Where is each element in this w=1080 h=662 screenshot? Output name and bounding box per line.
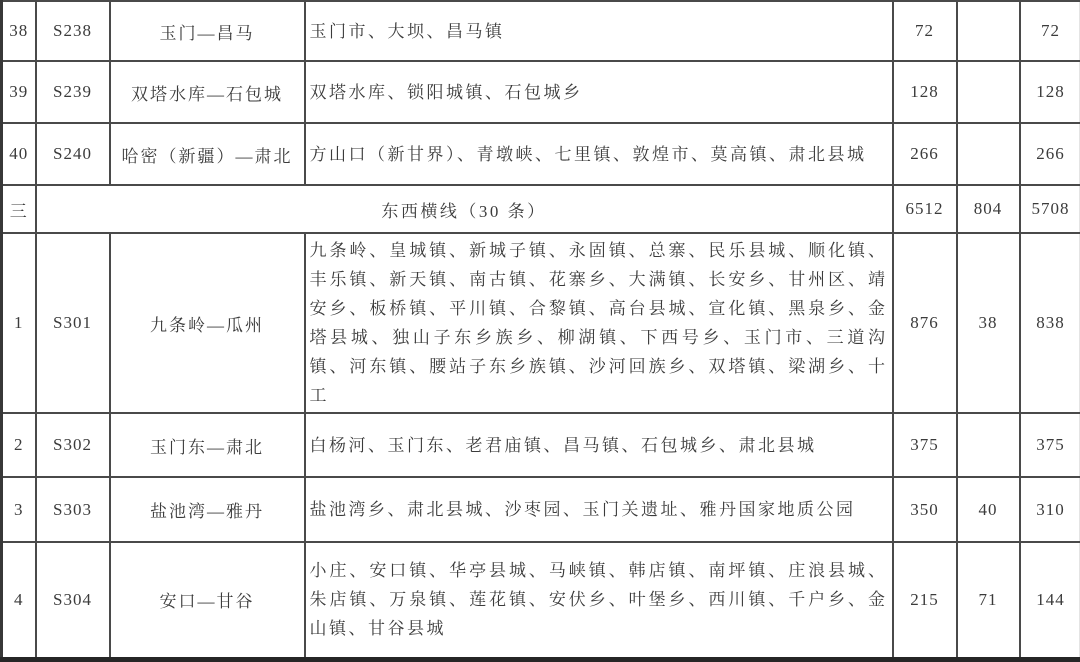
- net-km-cell: 5708: [1020, 185, 1080, 233]
- overlap-km-cell: 71: [957, 542, 1020, 659]
- route-table-row: [2, 61, 1080, 123]
- net-km-cell: 266: [1020, 123, 1080, 185]
- route-table-row: [2, 477, 1080, 542]
- overlap-km-cell: 804: [957, 185, 1020, 233]
- route-name-cell: 双塔水库—石包城: [110, 61, 305, 123]
- route-table-row: [2, 413, 1080, 477]
- route-code-cell: S302: [36, 413, 110, 477]
- sequence-number-cell: 40: [2, 123, 36, 185]
- route-description-cell: 小庄、安口镇、华亭县城、马峡镇、韩店镇、南坪镇、庄浪县城、朱店镇、万泉镇、莲花镇、安伏乡、叶堡乡、西川镇、千户乡、金山镇、甘谷县城: [305, 542, 893, 659]
- total-km-cell: 72: [893, 1, 957, 61]
- route-name-cell: 玉门—昌马: [110, 1, 305, 61]
- net-km-cell: 310: [1020, 477, 1080, 542]
- net-km-cell: 144: [1020, 542, 1080, 659]
- section-number-cell: 三: [2, 185, 36, 233]
- route-name-cell: 玉门东—肃北: [110, 413, 305, 477]
- section-header-row: [2, 185, 1080, 233]
- route-table-row: [2, 1, 1080, 61]
- overlap-km-cell: [957, 413, 1020, 477]
- total-km-cell: 6512: [893, 185, 957, 233]
- overlap-km-cell: 38: [957, 233, 1020, 413]
- sequence-number-cell: 1: [2, 233, 36, 413]
- overlap-km-cell: [957, 1, 1020, 61]
- total-km-cell: 128: [893, 61, 957, 123]
- route-code-cell: S303: [36, 477, 110, 542]
- overlap-km-cell: 40: [957, 477, 1020, 542]
- route-description-cell: 玉门市、大坝、昌马镇: [305, 1, 893, 61]
- route-description-cell: 盐池湾乡、肃北县城、沙枣园、玉门关遗址、雅丹国家地质公园: [305, 477, 893, 542]
- route-table-row: [2, 542, 1080, 659]
- total-km-cell: 876: [893, 233, 957, 413]
- sequence-number-cell: 3: [2, 477, 36, 542]
- sequence-number-cell: 39: [2, 61, 36, 123]
- route-code-cell: S301: [36, 233, 110, 413]
- total-km-cell: 266: [893, 123, 957, 185]
- route-code-cell: S240: [36, 123, 110, 185]
- route-code-cell: S239: [36, 61, 110, 123]
- sequence-number-cell: 38: [2, 1, 36, 61]
- route-name-cell: 哈密（新疆）—肃北: [110, 123, 305, 185]
- total-km-cell: 215: [893, 542, 957, 659]
- total-km-cell: 375: [893, 413, 957, 477]
- route-name-cell: 盐池湾—雅丹: [110, 477, 305, 542]
- net-km-cell: 375: [1020, 413, 1080, 477]
- sequence-number-cell: 2: [2, 413, 36, 477]
- total-km-cell: 350: [893, 477, 957, 542]
- route-name-cell: 安口—甘谷: [110, 542, 305, 659]
- route-code-cell: S238: [36, 1, 110, 61]
- route-description-cell: 方山口（新甘界）、青墩峡、七里镇、敦煌市、莫高镇、肃北县城: [305, 123, 893, 185]
- overlap-km-cell: [957, 61, 1020, 123]
- sequence-number-cell: 4: [2, 542, 36, 659]
- net-km-cell: 838: [1020, 233, 1080, 413]
- section-title-cell: 东西横线（30 条）: [36, 185, 893, 233]
- route-description-cell: 九条岭、皇城镇、新城子镇、永固镇、总寨、民乐县城、顺化镇、丰乐镇、新天镇、南古镇、花寨乡、大满镇、长安乡、甘州区、靖安乡、板桥镇、平川镇、合黎镇、高台县城、宣化镇、黑泉乡、金塔县城、独山子东乡族乡、柳湖镇、下西号乡、玉门市、三道沟镇、河东镇、腰站子东乡族镇、沙河回族乡、双塔镇、梁湖乡、十工: [305, 233, 893, 413]
- net-km-cell: 128: [1020, 61, 1080, 123]
- route-code-cell: S304: [36, 542, 110, 659]
- route-table-body: [2, 1, 1080, 659]
- net-km-cell: 72: [1020, 1, 1080, 61]
- route-table-row: [2, 123, 1080, 185]
- route-name-cell: 九条岭—瓜州: [110, 233, 305, 413]
- overlap-km-cell: [957, 123, 1020, 185]
- route-description-cell: 双塔水库、锁阳城镇、石包城乡: [305, 61, 893, 123]
- route-description-cell: 白杨河、玉门东、老君庙镇、昌马镇、石包城乡、肃北县城: [305, 413, 893, 477]
- route-table-row: [2, 233, 1080, 413]
